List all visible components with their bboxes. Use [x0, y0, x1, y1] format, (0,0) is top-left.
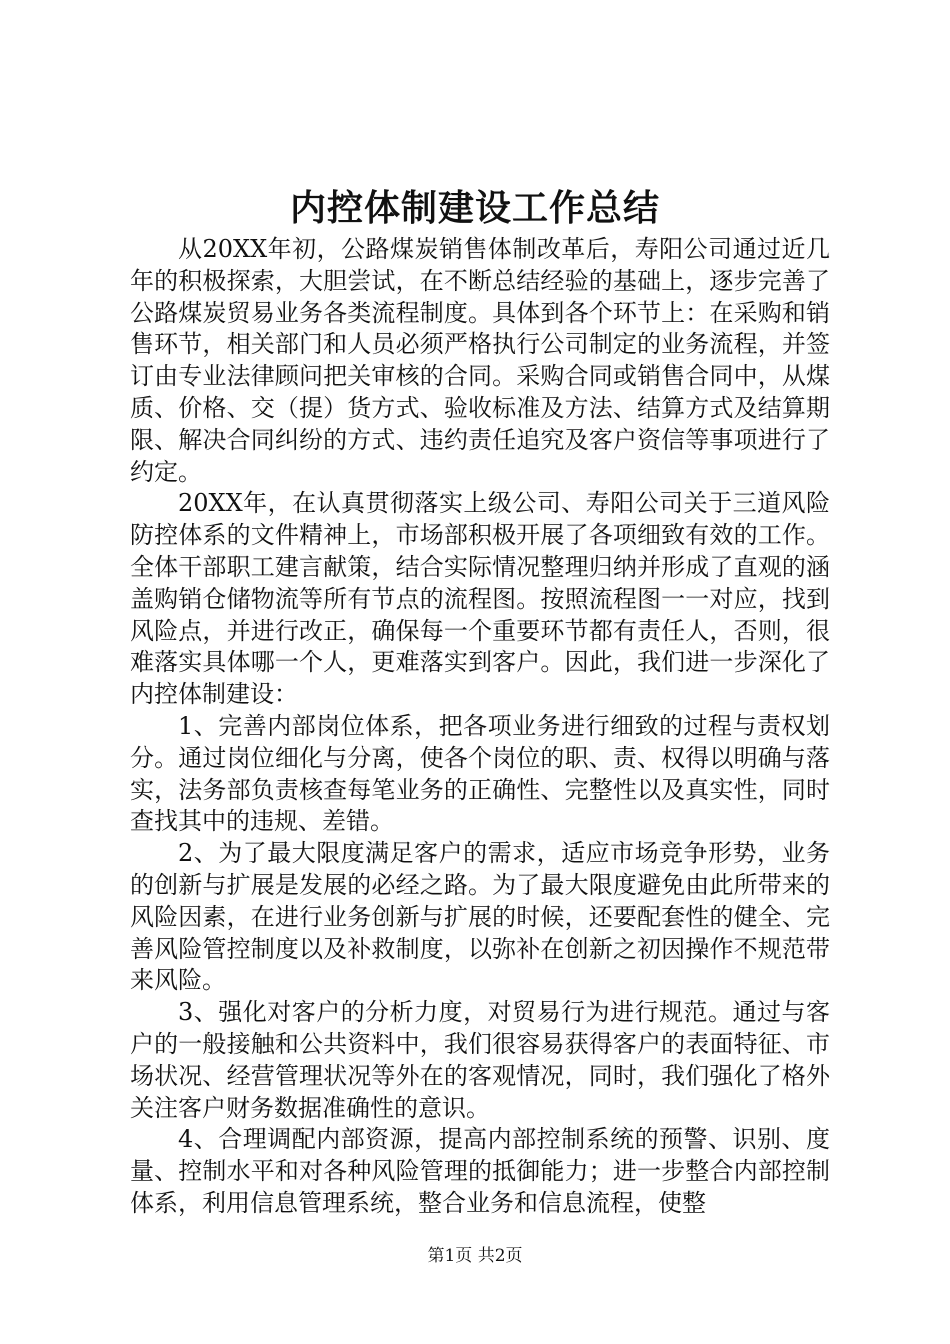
paragraph-intro: 从20XX年初，公路煤炭销售体制改革后，寿阳公司通过近几年的积极探索，大胆尝试，在不断总结经验的基础上，逐步完善了公路煤炭贸易业务各类流程制度。具体到各个环节上：在采购和销售环节，相关部门和人员必须严格执行公司制定的业务流程，并签订由专业法律顾问把关审核的合同。采购合同或销售合同中，从煤质、价格、交（提）货方式、验收标准及方法、结算方式及结算期限、解决合同纠纷的方式、违约责任追究及客户资信等事项进行了约定。: [130, 235, 830, 486]
page-footer: 第1页 共2页: [427, 1246, 523, 1266]
document-body: [130, 234, 830, 1220]
paragraph-item-2: 2、为了最大限度满足客户的需求，适应市场竞争形势，业务的创新与扩展是发展的必经之路。为了最大限度避免由此所带来的风险因素，在进行业务创新与扩展的时候，还要配套性的健全、完善风险管控制度以及补救制度，以弥补在创新之初因操作不规范带来风险。: [130, 839, 830, 995]
paragraph-item-1: 1、完善内部岗位体系，把各项业务进行细致的过程与责权划分。通过岗位细化与分离，使各个岗位的职、责、权得以明确与落实，法务部负责核查每笔业务的正确性、完整性以及真实性，同时查找其中的违规、差错。: [130, 711, 830, 836]
document-title: 内控体制建设工作总结: [289, 187, 660, 229]
paragraph-item-4: 4、合理调配内部资源，提高内部控制系统的预警、识别、度量、控制水平和对各种风险管理的抵御能力；进一步整合内部控制体系，利用信息管理系统，整合业务和信息流程，使整: [130, 1125, 830, 1217]
paragraph-20xx: 20XX年，在认真贯彻落实上级公司、寿阳公司关于三道风险防控体系的文件精神上，市场部积极开展了各项细致有效的工作。全体干部职工建言献策，结合实际情况整理归纳并形成了直观的涵盖购销仓储物流等所有节点的流程图。按照流程图一一对应，找到风险点，并进行改正，确保每一个重要环节都有责任人，否则，很难落实具体哪一个人，更难落实到客户。因此，我们进一步深化了内控体制建设：: [130, 489, 830, 709]
paragraph-item-3: 3、强化对客户的分析力度，对贸易行为进行规范。通过与客户的一般接触和公共资料中，我们很容易获得客户的表面特征、市场状况、经营管理状况等外在的客观情况，同时，我们强化了格外关注客户财务数据准确性的意识。: [130, 998, 830, 1122]
